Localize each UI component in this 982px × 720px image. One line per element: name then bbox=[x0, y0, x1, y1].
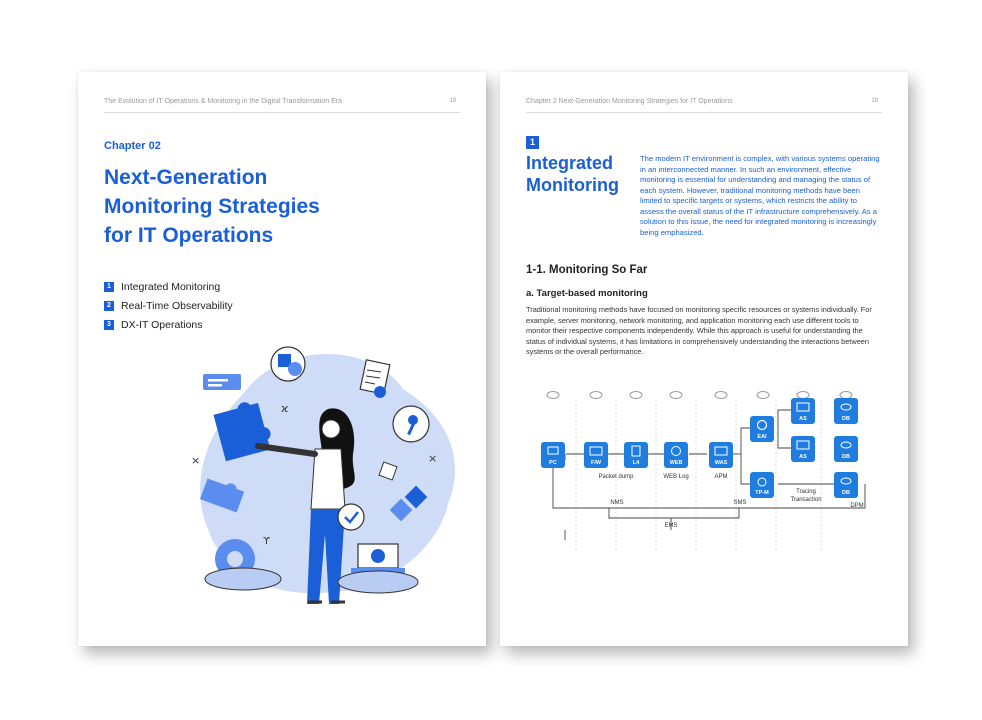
section-intro: The modern IT environment is complex, with various systems operating in an interconnected manner. In such an environment, effective monitoring is essential for understanding and managing the status of each system. However, traditional monitoring methods have been limited to specific targets or systems, which restricts the ability to assess the overall status of the IT infrastructure comprehensively. As a solution to this issue, the need for integrated monitoring is increasingly being emphasized. bbox=[640, 154, 880, 237]
svg-text:ϰ: ϰ bbox=[281, 402, 289, 415]
running-header-text: The Evolution of IT Operations & Monitoring in the Digital Transformation Era bbox=[104, 98, 342, 105]
chapter-title-line: Monitoring Strategies bbox=[104, 195, 320, 218]
node-label: DB bbox=[842, 454, 850, 460]
svg-text:ϒ: ϒ bbox=[263, 536, 270, 547]
diagram-label: Tracing bbox=[796, 489, 816, 495]
diagram-label: Packet dump bbox=[598, 474, 634, 480]
page-number: 19 bbox=[449, 98, 456, 104]
eye-icon bbox=[590, 392, 602, 399]
toc-item-label: Real-Time Observability bbox=[121, 299, 233, 312]
eye-icon bbox=[840, 392, 852, 399]
eye-icon bbox=[630, 392, 642, 399]
laptop-icon bbox=[351, 544, 405, 573]
chapter-toc bbox=[104, 277, 233, 334]
subsubsection-heading: a. Target-based monitoring bbox=[526, 288, 648, 299]
diagram-label: Transaction bbox=[790, 497, 822, 503]
toc-number-badge: 1 bbox=[104, 282, 114, 292]
right-page bbox=[500, 72, 908, 646]
eye-icons bbox=[547, 392, 852, 399]
eye-icon bbox=[670, 392, 682, 399]
chapter-label: Chapter 02 bbox=[104, 140, 161, 152]
page-number: 19 bbox=[871, 98, 878, 104]
cube-icon bbox=[271, 347, 305, 381]
toc-number-badge: 3 bbox=[104, 320, 114, 330]
key-icon bbox=[393, 406, 429, 442]
node-label: AS bbox=[799, 416, 807, 422]
chapter-title bbox=[104, 163, 404, 250]
diagram-annotations bbox=[598, 474, 863, 529]
node-label: WAS bbox=[714, 460, 728, 466]
check-badge-icon bbox=[338, 504, 364, 530]
left-page bbox=[78, 72, 486, 646]
node-label: AS bbox=[799, 454, 807, 460]
eye-icon bbox=[757, 392, 769, 399]
diagram-label: DPM bbox=[850, 503, 864, 509]
running-header-text: Chapter 2 Next-Generation Monitoring Strategies for IT Operations bbox=[526, 98, 733, 105]
toc-item[interactable] bbox=[104, 315, 233, 334]
diagram-label: APM bbox=[714, 474, 728, 480]
subsection-heading: 1-1. Monitoring So Far bbox=[526, 264, 648, 276]
eye-icon bbox=[547, 392, 559, 399]
monitoring-flow-diagram bbox=[535, 380, 875, 570]
section-number-badge: 1 bbox=[526, 136, 539, 149]
node-label: EAI bbox=[757, 434, 767, 440]
running-header bbox=[526, 98, 882, 113]
chapter-title-line: for IT Operations bbox=[104, 224, 274, 247]
diagram-label: NMS bbox=[610, 500, 624, 506]
diagram-label: WEB Log bbox=[663, 474, 689, 480]
toc-item-label: DX-IT Operations bbox=[121, 318, 203, 331]
diagram-nodes bbox=[541, 398, 858, 498]
section-title-line: Monitoring bbox=[526, 175, 619, 195]
node-label: WEB bbox=[669, 460, 683, 466]
chat-bubble-icon bbox=[203, 374, 241, 390]
monitoring-illustration bbox=[183, 334, 473, 614]
toc-item[interactable] bbox=[104, 296, 233, 315]
toc-item[interactable] bbox=[104, 277, 233, 296]
diagram-label: EMS bbox=[664, 523, 678, 529]
diagram-label: SMS bbox=[733, 500, 747, 506]
section-title bbox=[526, 152, 636, 196]
chapter-title-line: Next-Generation bbox=[104, 166, 268, 189]
node-label: L4 bbox=[632, 460, 640, 466]
running-header bbox=[104, 98, 460, 113]
node-label: DB bbox=[842, 490, 850, 496]
node-label: PC bbox=[549, 460, 557, 466]
toc-number-badge: 2 bbox=[104, 301, 114, 311]
svg-text:×: × bbox=[428, 452, 438, 465]
svg-text:×: × bbox=[191, 454, 201, 467]
gear-icon bbox=[374, 386, 386, 398]
body-paragraph: Traditional monitoring methods have focused on monitoring specific resources or systems individually. For example, server monitoring, network monitoring, and application monitoring each use different tools to monitor their respective components independently. While this approach is useful for understanding the status of individual systems, it has limitations in comprehensively understanding the interactions between systems or the overall performance. bbox=[526, 305, 872, 357]
node-label: F/W bbox=[590, 460, 602, 466]
toc-item-label: Integrated Monitoring bbox=[121, 280, 221, 293]
node-label: TP-M bbox=[755, 490, 769, 496]
node-label: DB bbox=[842, 416, 850, 422]
eye-icon bbox=[715, 392, 727, 399]
section-title-line: Integrated bbox=[526, 153, 614, 173]
eye-icon bbox=[797, 392, 809, 399]
